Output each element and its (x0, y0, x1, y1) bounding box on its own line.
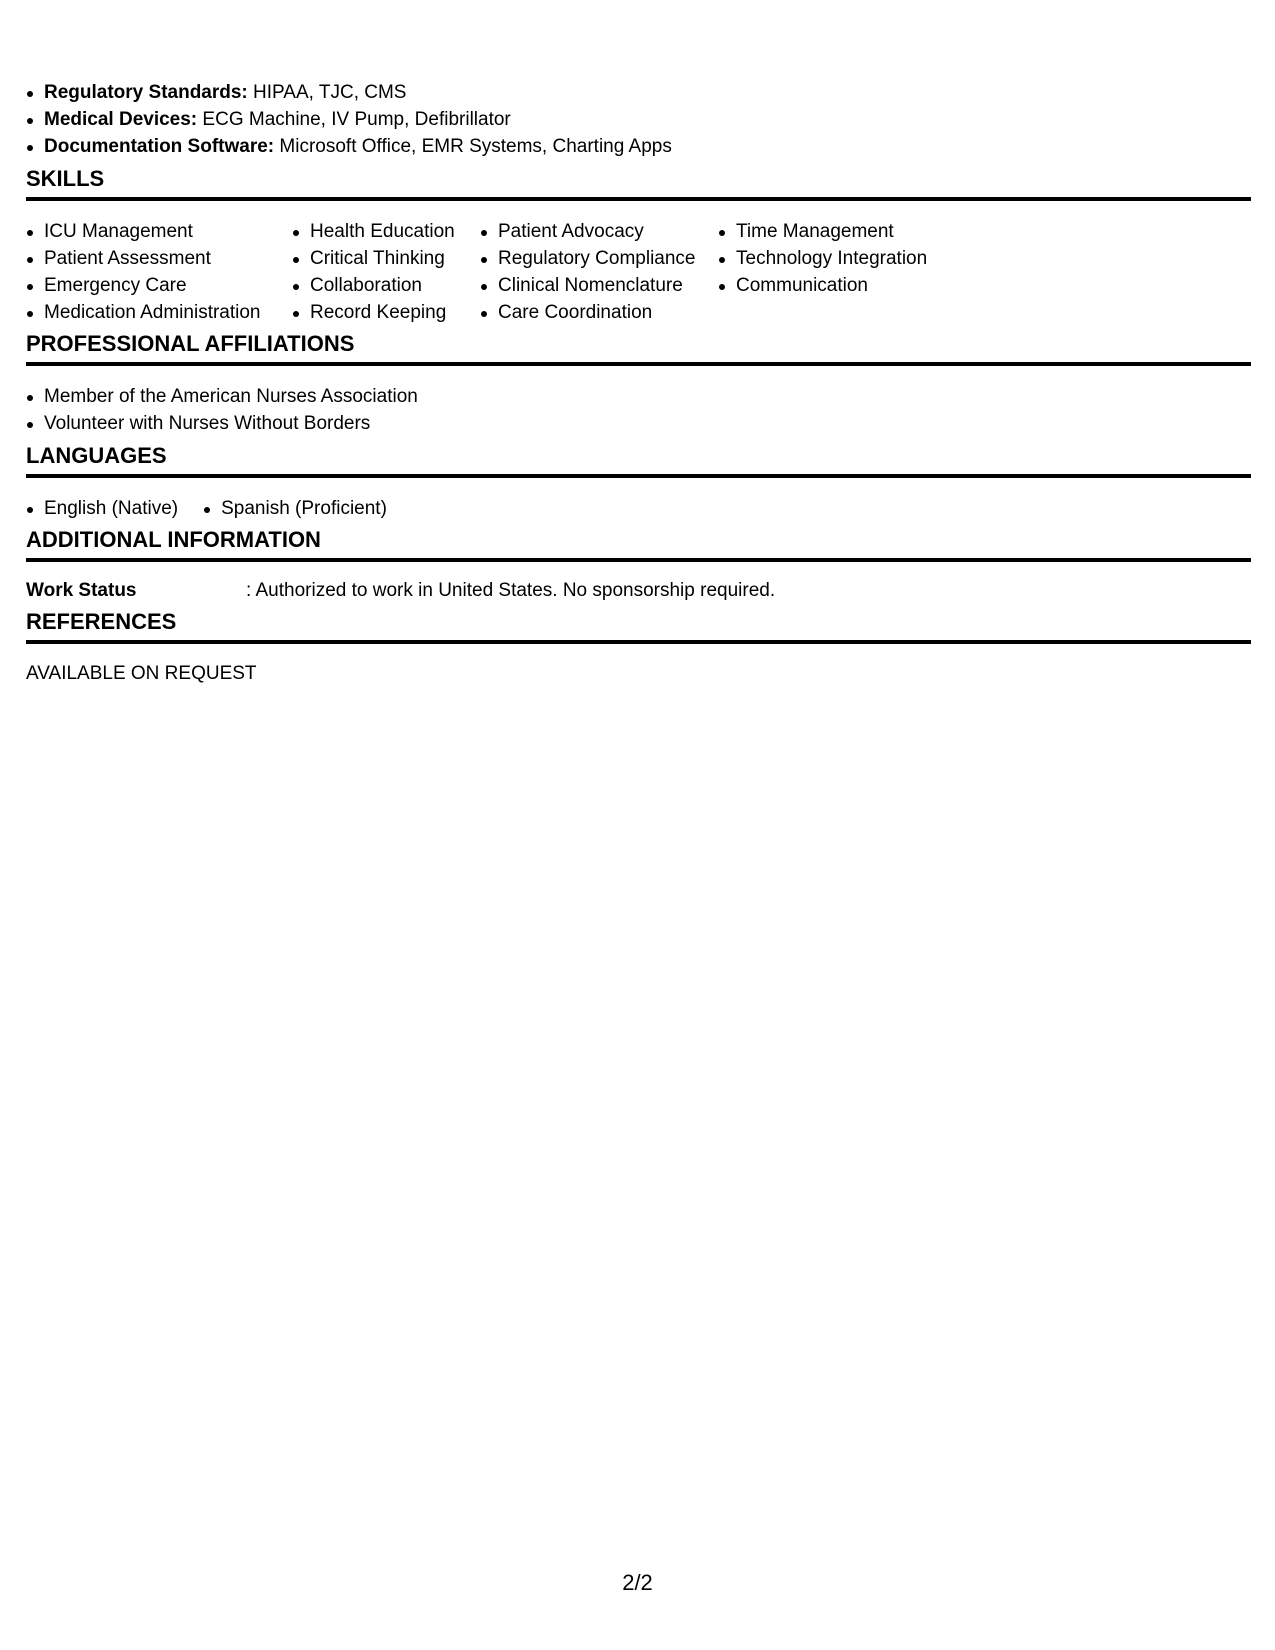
references-text: AVAILABLE ON REQUEST (26, 663, 257, 684)
skills-grid (26, 218, 978, 326)
skill-item: Collaboration (292, 272, 480, 299)
section-title-languages: LANGUAGES (26, 443, 1251, 478)
skills-column (718, 218, 978, 326)
work-status-value: : Authorized to work in United States. No sponsorship required. (246, 580, 776, 601)
affiliations-list (26, 383, 418, 437)
skill-item: Regulatory Compliance (480, 245, 718, 272)
languages-list (26, 495, 387, 522)
skills-column (292, 218, 480, 326)
skill-item: Clinical Nomenclature (480, 272, 718, 299)
skill-item: Record Keeping (292, 299, 480, 326)
section-title-skills: SKILLS (26, 166, 1251, 201)
skill-item: Emergency Care (26, 272, 292, 299)
language-item: Spanish (Proficient) (203, 495, 387, 522)
skill-item: Health Education (292, 218, 480, 245)
list-item: Member of the American Nurses Association (26, 383, 418, 410)
section-title-additional-information: ADDITIONAL INFORMATION (26, 527, 1251, 562)
skill-item: Patient Assessment (26, 245, 292, 272)
list-item: Medical Devices: ECG Machine, IV Pump, Defibrillator (26, 106, 672, 133)
tools-list (26, 79, 672, 160)
work-status-label: Work Status (26, 580, 137, 601)
page-number: 2/2 (622, 1570, 653, 1595)
section-title-affiliations: PROFESSIONAL AFFILIATIONS (26, 331, 1251, 366)
skill-item: Time Management (718, 218, 978, 245)
skill-item: Care Coordination (480, 299, 718, 326)
section-title-references: REFERENCES (26, 609, 1251, 644)
work-status-row (26, 577, 775, 604)
skills-column (480, 218, 718, 326)
skill-item: Patient Advocacy (480, 218, 718, 245)
skill-item: Medication Administration (26, 299, 292, 326)
skills-column (26, 218, 292, 326)
skill-item: Communication (718, 272, 978, 299)
language-item: English (Native) (26, 495, 178, 522)
skill-item: Critical Thinking (292, 245, 480, 272)
list-item: Regulatory Standards: HIPAA, TJC, CMS (26, 79, 672, 106)
skill-item: Technology Integration (718, 245, 978, 272)
list-item: Volunteer with Nurses Without Borders (26, 410, 418, 437)
skill-item: ICU Management (26, 218, 292, 245)
list-item: Documentation Software: Microsoft Office, EMR Systems, Charting Apps (26, 133, 672, 160)
